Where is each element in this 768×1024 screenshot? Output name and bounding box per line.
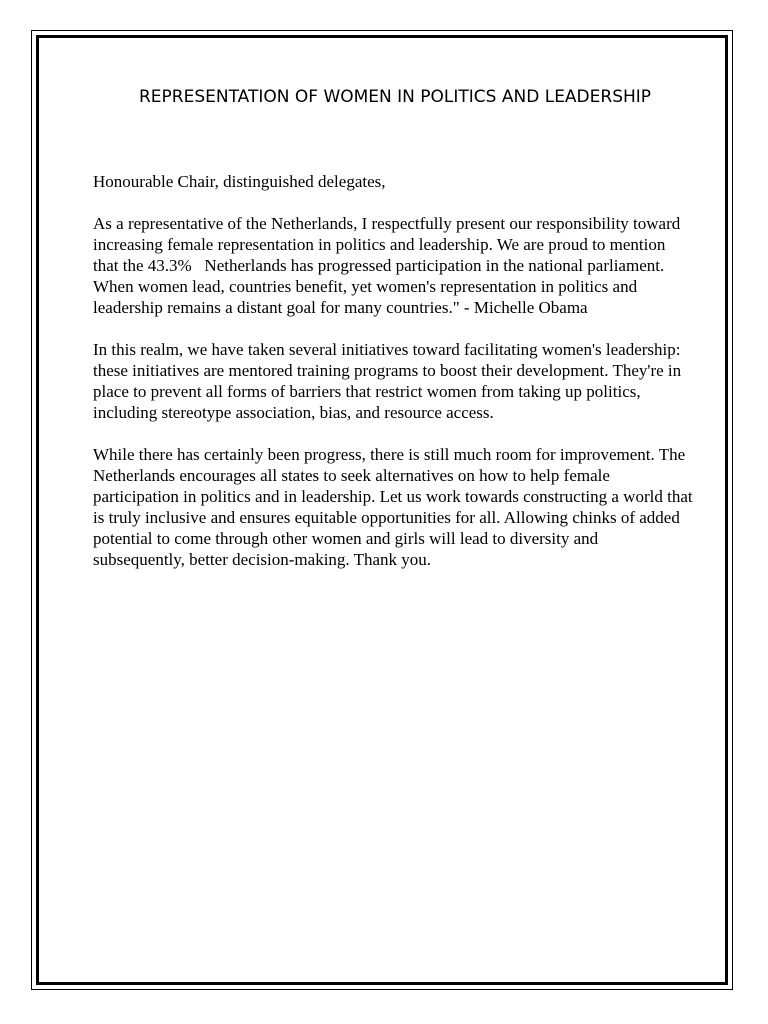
paragraph-3: While there has certainly been progress, there is still much room for improvement. The Netherlands encourages all states to seek alternatives on how to help female participation in politics and in leadership. Let us work towards constructing a world that is truly inclusive and ensures equitable opportunities for all. Allowing chinks of added potential to come through other women and girls will lead to diversity and subsequently, better decision-making. Thank you. [93, 445, 697, 569]
salutation: Honourable Chair, distinguished delegates, [93, 172, 386, 191]
document-body [93, 171, 697, 591]
paragraph-1: As a representative of the Netherlands, I respectfully present our responsibility toward increasing female representation in politics and leadership. We are proud to mention that the 43.3% Netherlands has progressed participation in the national parliament. When women lead, countries benefit, yet women's representation in politics and leadership remains a distant goal for many countries." - Michelle Obama [93, 214, 685, 317]
paragraph-2: In this realm, we have taken several initiatives toward facilitating women's leadership: these initiatives are mentored training programs to boost their development. They're in place to prevent all forms of barriers that restrict women from taking up politics, including stereotype association, bias, and resource access. [93, 340, 686, 422]
document-title: REPRESENTATION OF WOMEN IN POLITICS AND LEADERSHIP [139, 87, 652, 107]
